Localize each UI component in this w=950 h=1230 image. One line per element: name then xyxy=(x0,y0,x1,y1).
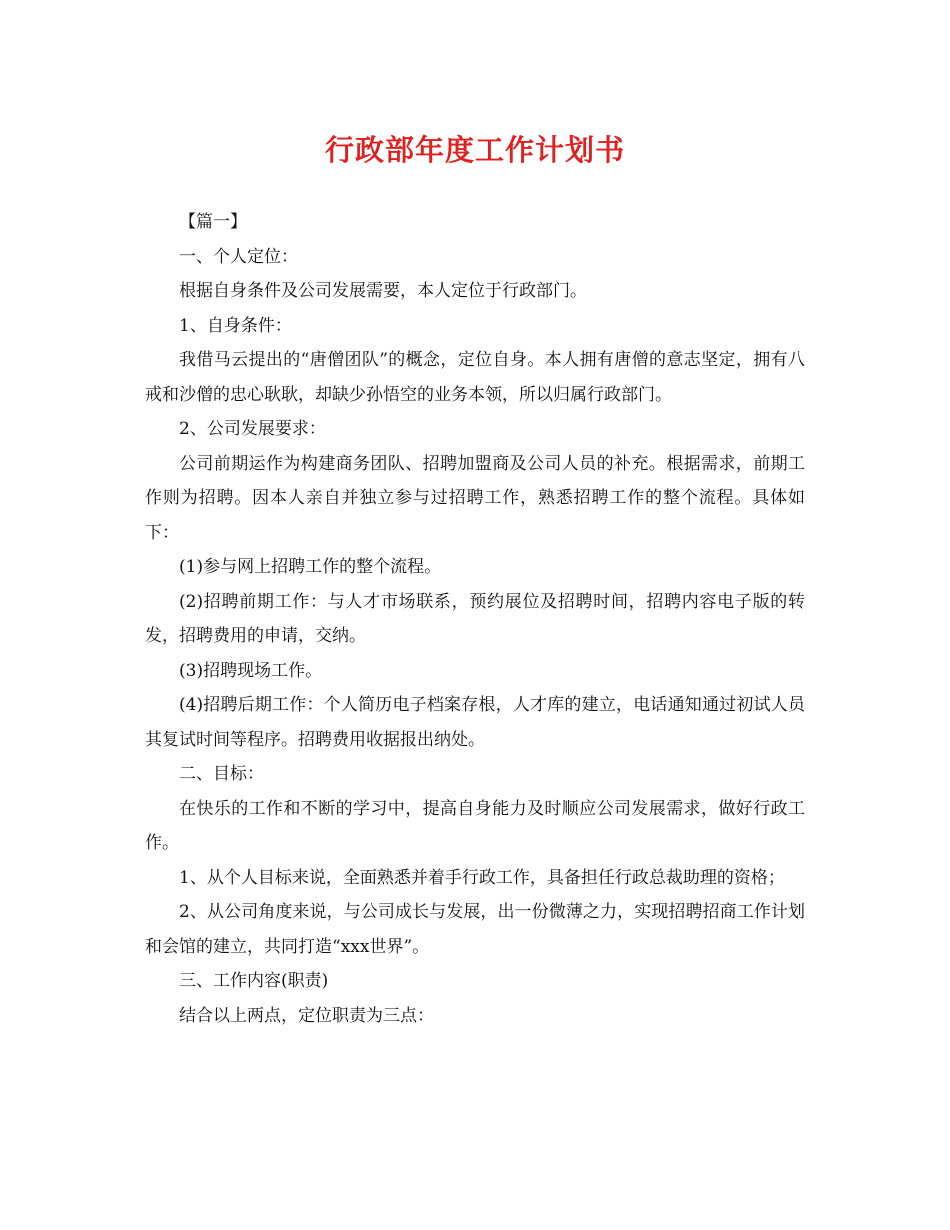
heading-work-content: 三、工作内容(职责) xyxy=(179,971,329,991)
heading-goals: 二、目标： xyxy=(179,764,264,784)
list-item-3: (3)招聘现场工作。 xyxy=(179,660,323,681)
list-item-1: (1)参与网上招聘工作的整个流程。 xyxy=(179,557,442,577)
paragraph-goals: 在快乐的工作和不断的学习中，提高自身能力及时顺应公司发展需求，做好行政工作。 xyxy=(145,798,805,853)
section-heading-part-one: 【篇一】 xyxy=(179,212,247,232)
goal-company: 2、从公司角度来说，与公司成长与发展，出一份微薄之力，实现招聘招商工作计划和会馆的建立，共同打造“xxx世界”。 xyxy=(145,902,805,957)
goal-personal: 1、从个人目标来说，全面熟悉并着手行政工作，具备担任行政总裁助理的资格； xyxy=(179,867,785,888)
list-item-2: (2)招聘前期工作：与人才市场联系，预约展位及招聘时间，招聘内容电子版的转发，招聘费用的申请，交纳。 xyxy=(145,591,805,646)
paragraph-duties-intro: 结合以上两点，定位职责为三点： xyxy=(179,1005,434,1026)
document-title: 行政部年度工作计划书 xyxy=(324,133,625,167)
heading-personal-positioning: 一、个人定位： xyxy=(179,246,298,267)
heading-company-requirements: 2、公司发展要求： xyxy=(179,419,326,439)
paragraph-positioning: 根据自身条件及公司发展需要，本人定位于行政部门。 xyxy=(179,281,587,301)
document-body xyxy=(145,205,805,1033)
paragraph-company-requirements: 公司前期运作为构建商务团队、招聘加盟商及公司人员的补充。根据需求，前期工作则为招聘。因本人亲自并独立参与过招聘工作，熟悉招聘工作的整个流程。具体如下： xyxy=(145,453,805,543)
list-item-4: (4)招聘后期工作：个人简历电子档案存根，人才库的建立，电话通知通过初试人员其复试时间等程序。招聘费用收据报出纳处。 xyxy=(145,695,805,750)
heading-own-conditions: 1、自身条件： xyxy=(179,315,292,336)
paragraph-own-conditions: 我借马云提出的“唐僧团队”的概念，定位自身。本人拥有唐僧的意志坚定，拥有八戒和沙僧的忠心耿耿，却缺少孙悟空的业务本领，所以归属行政部门。 xyxy=(145,350,805,405)
